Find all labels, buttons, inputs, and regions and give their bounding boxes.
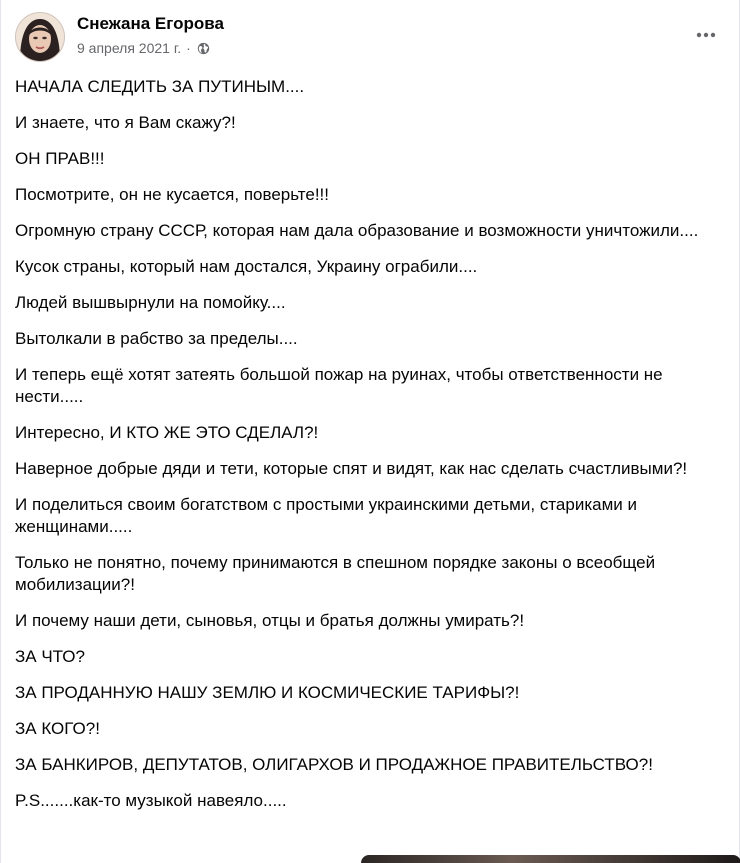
post-paragraph: ЗА ПРОДАННУЮ НАШУ ЗЕМЛЮ И КОСМИЧЕСКИЕ ТАРИФЫ?! [15,683,520,702]
post-paragraph: И теперь ещё хотят затеять большой пожар на руинах, чтобы ответственности не нести..... [15,365,663,406]
post-paragraph: ЗА ЧТО? [15,647,85,666]
image-left-part [1,851,251,863]
post-paragraph: Людей вышвырнули на помойку.... [15,293,286,312]
globe-icon[interactable] [197,42,210,55]
post-paragraph: НАЧАЛА СЛЕДИТЬ ЗА ПУТИНЫМ.... [15,77,305,96]
more-options-icon [696,32,716,38]
author-avatar[interactable] [15,12,65,62]
post-paragraph: ЗА КОГО?! [15,719,100,738]
post-paragraph: ЗА БАНКИРОВ, ДЕПУТАТОВ, ОЛИГАРХОВ И ПРОДАЖНОЕ ПРАВИТЕЛЬСТВО?! [15,755,653,774]
post-paragraph: Только не понятно, почему принимаются в спешном порядке законы о всеобщей мобилизации?! [15,553,656,594]
author-name[interactable]: Снежана Егорова [77,14,224,33]
avatar-image [16,13,64,61]
post-paragraph: Кусок страны, который нам достался, Украину ограбили.... [15,257,478,276]
post-paragraph: Вытолкали в рабство за пределы.... [15,329,298,348]
post-paragraph: И почему наши дети, сыновья, отцы и братья должны умирать?! [15,611,525,630]
post-paragraph: Огромную страну СССР, которая нам дала образование и возможности уничтожили.... [15,221,699,240]
post-paragraph: P.S.......как-то музыкой навеяло..... [15,791,287,810]
more-options-button[interactable] [691,20,721,50]
post-paragraph: Посмотрите, он не кусается, поверьте!!! [15,185,329,204]
meta-separator: · [186,40,191,56]
post-header [13,10,729,60]
post-paragraph: Интересно, И КТО ЖЕ ЭТО СДЕЛАЛ?! [15,423,319,442]
post-paragraph: И поделиться своим богатством с простыми украинскими детьми, стариками и женщинами..... [15,495,637,536]
post-meta [77,40,210,56]
post-text [15,76,715,826]
post-paragraph: И знаете, что я Вам скажу?! [15,113,236,132]
image-right-part[interactable] [361,855,740,863]
post-date[interactable]: 9 апреля 2021 г. [77,40,182,56]
post-paragraph: ОН ПРАВ!!! [15,149,105,168]
post-paragraph: Наверное добрые дяди и тети, которые спят и видят, как нас сделать счастливыми?! [15,459,688,478]
attached-image-edge [1,851,740,863]
